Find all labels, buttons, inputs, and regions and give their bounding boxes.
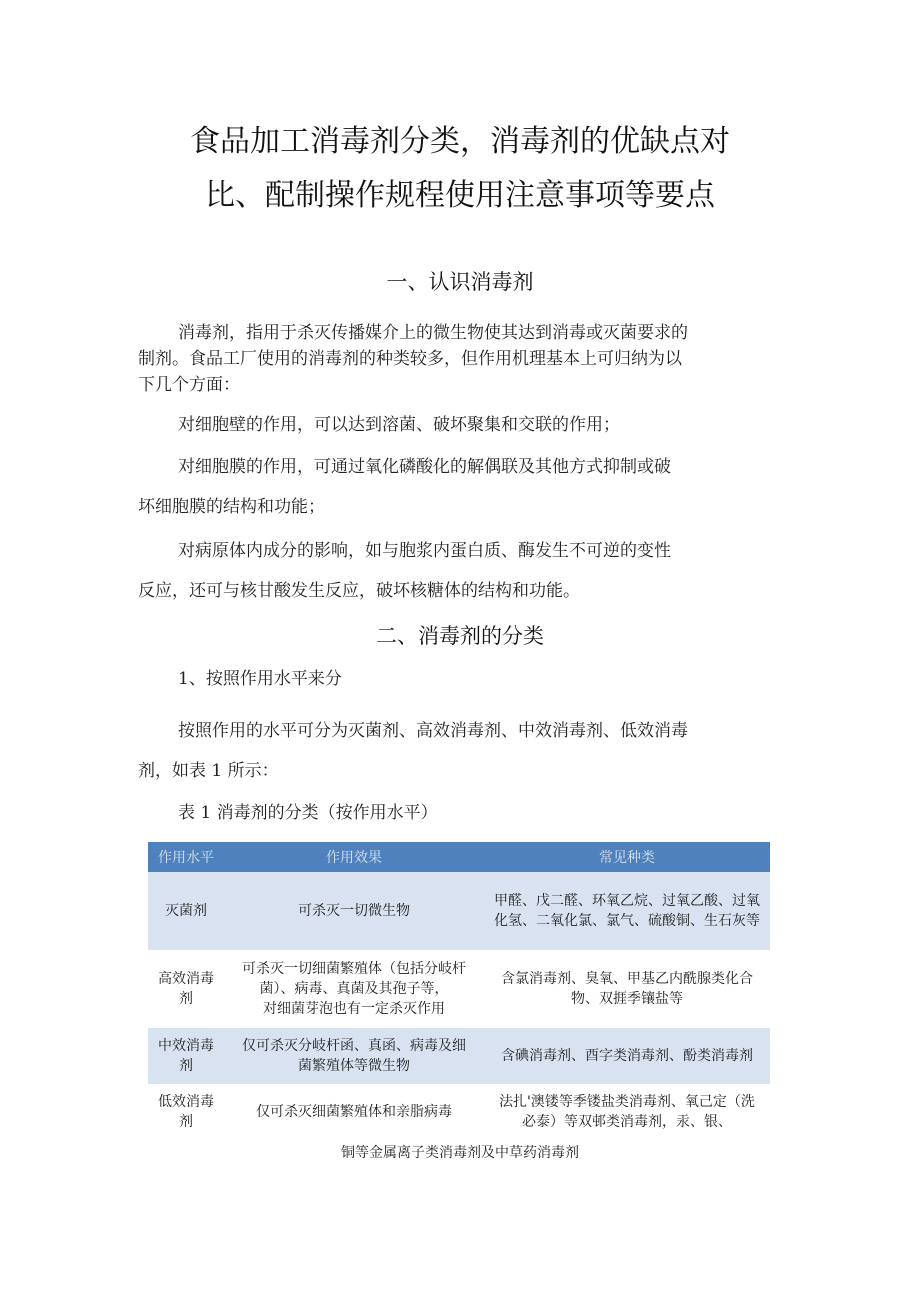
- intro-line-2: 制剂。食品工厂使用的消毒剂的种类较多，但作用机理基本上可归纳为以: [138, 349, 682, 369]
- effect-line: 对细菌芽泡也有一定杀灭作用: [263, 1001, 445, 1017]
- table-cell-types: [484, 872, 770, 950]
- types-line: 含碘消毒剂、酉字类消毒剂、酚类消毒剂: [501, 1048, 753, 1064]
- document-title-line-1: 食品加工消毒剂分类，消毒剂的优缺点对: [190, 124, 730, 159]
- table-cell-level: 高效消毒剂: [148, 950, 224, 1028]
- table-cell-level: 中效消毒剂: [148, 1028, 224, 1084]
- effect-line: 菌）、病毒、真菌及其孢子等，: [259, 981, 449, 997]
- mechanism-item-2-line-2: 坏细胞膜的结构和功能；: [138, 497, 325, 517]
- table-cell-types: [484, 1084, 770, 1140]
- table-row: [148, 1028, 770, 1084]
- table-cell-effect: [224, 1028, 484, 1084]
- table-row: [148, 950, 770, 1028]
- table-header-row: [148, 842, 770, 872]
- types-line: 必泰）等双邨类消毒剂，汞、银、: [522, 1114, 732, 1130]
- types-line: 甲醛、戊二醛、环氧乙烷、过氧乙酸、过氧: [494, 893, 760, 909]
- table-cell-types: [484, 1028, 770, 1084]
- types-line: 物、双捱季镶盐等: [571, 991, 683, 1007]
- classification-text-line-2: 剂，如表 1 所示：: [138, 761, 279, 781]
- table-cell-effect: [224, 950, 484, 1028]
- subheading-by-level: 1、按照作用水平来分: [178, 669, 342, 689]
- mechanism-item-2-line-1: 对细胞膜的作用，可通过氧化磷酸化的解偶联及其他方式抑制或破: [178, 457, 671, 477]
- effect-line: 菌繁殖体等微生物: [298, 1058, 410, 1074]
- effect-line: 可杀灭一切细菌繁殖体（包括分岐杆: [242, 961, 466, 977]
- document-title-line-2: 比、配制操作规程使用注意事项等要点: [205, 178, 715, 213]
- effect-line: 仅可杀灭分岐杆函、真函、病毒及细: [242, 1038, 466, 1054]
- table-overflow-line: 铜等金属离子类消毒剂及中草药消毒剂: [341, 1145, 579, 1161]
- types-line: 法扎'澳镂等季镂盐类消毒剂、氧己定（洗: [499, 1094, 755, 1110]
- table-row: [148, 872, 770, 950]
- intro-line-1: 消毒剂，指用于杀灭传播媒介上的微生物使其达到消毒或灭菌要求的: [178, 323, 688, 343]
- section-1-heading: 一、认识消毒剂: [386, 270, 534, 294]
- table-cell-level: 灭菌剂: [148, 872, 224, 950]
- intro-line-3: 下几个方面：: [138, 375, 240, 395]
- types-line: 含氯消毒剂、臭氧、甲基乙内酰腺类化合: [501, 971, 753, 987]
- table-header-effect: 作用效果: [224, 842, 484, 872]
- table-cell-effect: [224, 1084, 484, 1140]
- classification-table: [148, 842, 770, 1140]
- table-row: [148, 1084, 770, 1140]
- table-cell-effect: [224, 872, 484, 950]
- table-header-level: 作用水平: [148, 842, 224, 872]
- table-cell-types: [484, 950, 770, 1028]
- effect-line: 可杀灭一切微生物: [298, 903, 410, 919]
- effect-line: 仅可杀灭细菌繁殖体和亲脂病毒: [256, 1104, 452, 1120]
- table-header-types: 常见种类: [484, 842, 770, 872]
- classification-text-line-1: 按照作用的水平可分为灭菌剂、高效消毒剂、中效消毒剂、低效消毒: [178, 721, 688, 741]
- mechanism-item-3-line-2: 反应，还可与核甘酸发生反应，破坏核糖体的结构和功能。: [138, 581, 580, 601]
- table-caption: 表 1 消毒剂的分类（按作用水平）: [178, 803, 438, 823]
- table-cell-level: 低效消毒剂: [148, 1084, 224, 1140]
- section-2-heading: 二、消毒剂的分类: [376, 624, 544, 648]
- types-line: 化氢、二氧化氯、氯气、硫酸铜、生石灰等: [494, 913, 760, 929]
- mechanism-item-3-line-1: 对病原体内成分的影响，如与胞浆内蛋白质、酶发生不可逆的变性: [178, 541, 671, 561]
- mechanism-item-1: 对细胞壁的作用，可以达到溶菌、破坏聚集和交联的作用；: [178, 415, 620, 435]
